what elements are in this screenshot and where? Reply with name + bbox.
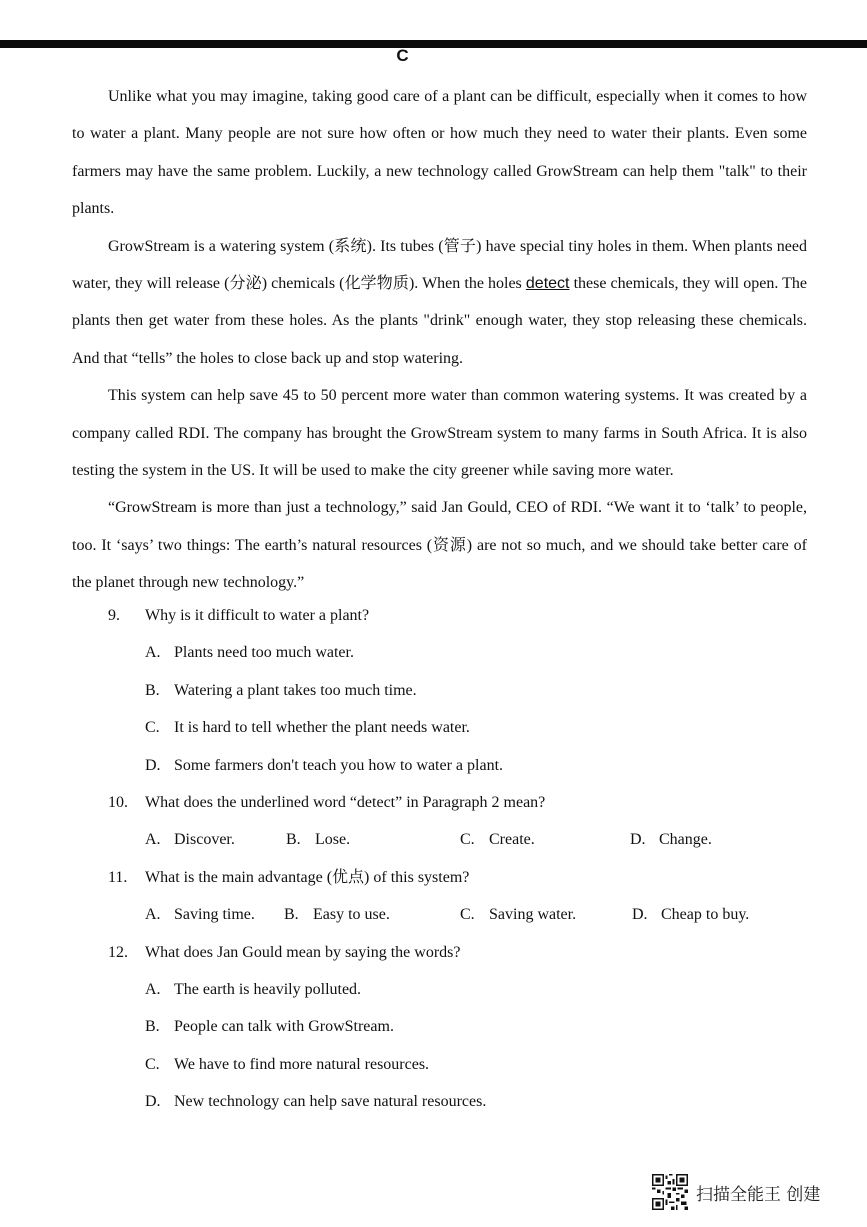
option-d[interactable] — [630, 821, 712, 858]
option-text: Some farmers don't teach you how to water a plant. — [174, 756, 504, 774]
paragraph-4: “GrowStream is more than just a technology,” said Jan Gould, CEO of RDI. “We want it to ‘talk’ to people, too. It ‘says’ two things: The earth’s natural resources (资源) are not so much, and we should take better care of the planet through new technology.” — [72, 499, 807, 592]
question-11 — [72, 859, 807, 896]
option-letter: B. — [145, 681, 160, 699]
paragraph-2 — [72, 228, 807, 378]
option-c[interactable] — [460, 821, 535, 858]
paragraph-3: This system can help save 45 to 50 percent more water than common watering systems. It was created by a company called RDI. The company has brought the GrowStream system to many farms in South Africa. It is also testing the system in the US. It will be used to make the city greener while saving more water. — [72, 387, 807, 480]
question-number: 10. — [108, 793, 128, 811]
question-9 — [72, 597, 807, 634]
option-row — [72, 1083, 807, 1120]
option-row — [72, 709, 807, 746]
option-a[interactable] — [145, 971, 361, 1008]
option-b[interactable] — [286, 821, 350, 858]
option-text: Saving water. — [489, 906, 577, 924]
option-a[interactable] — [145, 896, 255, 933]
option-text: Cheap to buy. — [661, 906, 750, 924]
paragraph-2-start: GrowStream is a watering system (系统). Its tubes (管子) have special tiny holes in them. When plants need water, they will release (分泌) chemicals (化学物质). When the holes — [72, 237, 807, 293]
option-d[interactable] — [145, 747, 503, 784]
option-text: Discover. — [174, 831, 235, 849]
option-letter: A. — [145, 906, 161, 924]
question-stem: What does the underlined word “detect” in Paragraph 2 mean? — [145, 793, 546, 811]
option-a[interactable] — [145, 634, 354, 671]
option-row — [72, 747, 807, 784]
option-text: Watering a plant takes too much time. — [174, 681, 417, 699]
question-stem: What does Jan Gould mean by saying the words? — [145, 943, 461, 961]
paragraph-2-end: these chemicals, they will open. The plants then get water from these holes. As the plants "drink" enough water, they stop releasing these chemicals. And that “tells” the holes to close back up and stop watering. — [72, 275, 807, 367]
question-stem: Why is it difficult to water a plant? — [145, 607, 370, 624]
option-row — [72, 634, 807, 671]
qr-code-icon — [652, 1174, 688, 1210]
option-text: New technology can help save natural resources. — [174, 1093, 487, 1111]
option-letter: C. — [460, 831, 475, 849]
question-12 — [72, 934, 807, 971]
option-text: We have to find more natural resources. — [174, 1055, 430, 1073]
option-letter: B. — [284, 906, 299, 924]
option-letter: C. — [145, 1055, 160, 1073]
question-stem: What is the main advantage (优点) of this system? — [145, 868, 470, 886]
option-row — [72, 1008, 807, 1045]
option-b[interactable] — [284, 896, 390, 933]
option-text: Easy to use. — [313, 906, 390, 924]
underlined-word: detect — [525, 275, 570, 293]
option-text: People can talk with GrowStream. — [174, 1018, 394, 1036]
option-text: Change. — [659, 831, 712, 849]
option-row — [72, 896, 807, 933]
option-letter: A. — [145, 831, 161, 849]
question-10 — [72, 784, 807, 821]
option-letter: A. — [145, 644, 161, 662]
option-row — [72, 672, 807, 709]
option-text: It is hard to tell whether the plant needs water. — [174, 719, 470, 737]
paragraph-1: Unlike what you may imagine, taking good care of a plant can be difficult, especially when it comes to how to water a plant. Many people are not sure how often or how much they need to water their plants. Even some farmers may have the same problem. Luckily, a new technology called GrowStream can help them "talk" to their plants. — [72, 88, 807, 218]
option-row — [72, 971, 807, 1008]
option-letter: D. — [630, 831, 646, 849]
option-text: Plants need too much water. — [174, 644, 354, 662]
option-d[interactable] — [632, 896, 749, 933]
option-letter: D. — [145, 756, 161, 774]
option-b[interactable] — [145, 672, 417, 709]
option-text: Lose. — [315, 831, 351, 849]
option-b[interactable] — [145, 1008, 394, 1045]
option-text: Saving time. — [174, 906, 255, 924]
question-number: 12. — [108, 943, 128, 961]
reading-passage — [72, 78, 807, 602]
option-letter: C. — [460, 906, 475, 924]
question-list — [72, 597, 807, 1120]
option-c[interactable] — [460, 896, 576, 933]
option-letter: B. — [286, 831, 301, 849]
option-text: Create. — [489, 831, 535, 849]
option-text: The earth is heavily polluted. — [174, 980, 362, 998]
option-d[interactable] — [145, 1083, 486, 1120]
option-letter: C. — [145, 719, 160, 737]
option-letter: D. — [145, 1093, 161, 1111]
option-a[interactable] — [145, 821, 235, 858]
option-letter: D. — [632, 906, 648, 924]
option-row — [72, 821, 807, 858]
question-number: 11. — [108, 868, 128, 886]
option-row — [72, 1046, 807, 1083]
option-c[interactable] — [145, 709, 470, 746]
question-number: 9. — [108, 607, 120, 624]
option-c[interactable] — [145, 1046, 429, 1083]
option-letter: B. — [145, 1018, 160, 1036]
scanner-watermark — [652, 1174, 820, 1210]
option-letter: A. — [145, 980, 161, 998]
section-label: C — [396, 46, 409, 65]
scanner-label: 扫描全能王 创建 — [696, 1184, 821, 1205]
